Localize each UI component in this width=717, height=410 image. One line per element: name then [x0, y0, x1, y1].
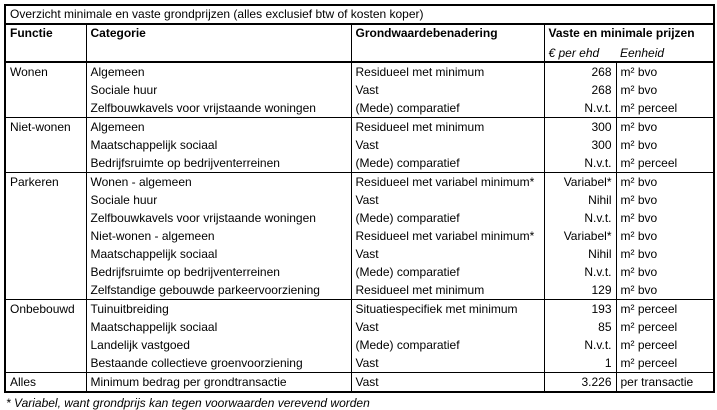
unit-cell: m² perceel: [616, 318, 714, 336]
benadering-cell: Residueel met variabel minimum*: [351, 173, 544, 192]
unit-cell: m² bvo: [616, 245, 714, 263]
unit-cell: m² bvo: [616, 81, 714, 99]
benadering-cell: Vast: [351, 81, 544, 99]
price-cell: 268: [544, 81, 616, 99]
categorie-cell: Niet-wonen - algemeen: [86, 227, 351, 245]
categorie-cell: Maatschappelijk sociaal: [86, 318, 351, 336]
benadering-cell: Residueel met minimum: [351, 118, 544, 137]
price-cell: 300: [544, 136, 616, 154]
benadering-cell: Vast: [351, 245, 544, 263]
table-row: [5, 318, 714, 336]
categorie-cell: Maatschappelijk sociaal: [86, 136, 351, 154]
table-row: [5, 81, 714, 99]
footnote: * Variabel, want grondprijs kan tegen voorwaarden verevend worden: [6, 396, 370, 410]
unit-cell: m² bvo: [616, 263, 714, 281]
categorie-cell: Sociale huur: [86, 81, 351, 99]
price-cell: 268: [544, 62, 616, 81]
functie-cell: Parkeren: [5, 173, 86, 300]
table-row: [5, 373, 714, 393]
benadering-cell: Residueel met minimum: [351, 62, 544, 81]
table-row: [5, 281, 714, 300]
table-header: [5, 5, 714, 62]
table-row: [5, 154, 714, 173]
categorie-cell: Sociale huur: [86, 191, 351, 209]
price-cell: 300: [544, 118, 616, 137]
table-row: [5, 99, 714, 118]
grondprijzen-table: [4, 4, 715, 393]
unit-cell: m² perceel: [616, 99, 714, 118]
table-title-row: [5, 5, 714, 24]
table-row: [5, 336, 714, 354]
price-cell: 193: [544, 300, 616, 319]
categorie-cell: Landelijk vastgoed: [86, 336, 351, 354]
unit-cell: m² bvo: [616, 281, 714, 300]
unit-cell: m² bvo: [616, 209, 714, 227]
price-cell: 85: [544, 318, 616, 336]
table-row: [5, 191, 714, 209]
functie-cell: Wonen: [5, 62, 86, 118]
unit-cell: per transactie: [616, 373, 714, 393]
price-cell: 129: [544, 281, 616, 300]
unit-cell: m² perceel: [616, 300, 714, 319]
table-row: [5, 136, 714, 154]
group-parkeren: [5, 173, 714, 300]
price-cell: N.v.t.: [544, 209, 616, 227]
column-header-functie: Functie: [5, 24, 86, 62]
table-row: [5, 263, 714, 281]
price-cell: Variabel*: [544, 227, 616, 245]
benadering-cell: Vast: [351, 354, 544, 373]
benadering-cell: Residueel met variabel minimum*: [351, 227, 544, 245]
unit-cell: m² bvo: [616, 62, 714, 81]
benadering-cell: Vast: [351, 318, 544, 336]
table-row: [5, 245, 714, 263]
price-cell: 3.226: [544, 373, 616, 393]
price-cell: 1: [544, 354, 616, 373]
table-title: Overzicht minimale en vaste grondprijzen (alles exclusief btw of kosten koper): [5, 5, 714, 24]
categorie-cell: Zelfstandige gebouwde parkeervoorziening: [86, 281, 351, 300]
table-row: [5, 173, 714, 192]
price-cell: Nihil: [544, 191, 616, 209]
categorie-cell: Bestaande collectieve groenvoorziening: [86, 354, 351, 373]
unit-cell: m² perceel: [616, 154, 714, 173]
functie-cell: Alles: [5, 373, 86, 393]
unit-cell: m² bvo: [616, 118, 714, 137]
functie-cell: Onbebouwd: [5, 300, 86, 373]
unit-cell: m² perceel: [616, 336, 714, 354]
group-wonen: [5, 62, 714, 118]
price-cell: N.v.t.: [544, 336, 616, 354]
price-cell: N.v.t.: [544, 99, 616, 118]
categorie-cell: Algemeen: [86, 62, 351, 81]
benadering-cell: Residueel met minimum: [351, 281, 544, 300]
categorie-cell: Wonen - algemeen: [86, 173, 351, 192]
price-cell: Variabel*: [544, 173, 616, 192]
benadering-cell: Vast: [351, 373, 544, 393]
benadering-cell: Vast: [351, 191, 544, 209]
benadering-cell: (Mede) comparatief: [351, 99, 544, 118]
categorie-cell: Zelfbouwkavels voor vrijstaande woningen: [86, 209, 351, 227]
categorie-cell: Bedrijfsruimte op bedrijventerreinen: [86, 263, 351, 281]
benadering-cell: (Mede) comparatief: [351, 263, 544, 281]
benadering-cell: (Mede) comparatief: [351, 154, 544, 173]
price-cell: N.v.t.: [544, 154, 616, 173]
table-row: [5, 227, 714, 245]
benadering-cell: Situatiespecifiek met minimum: [351, 300, 544, 319]
functie-cell: Niet-wonen: [5, 118, 86, 173]
unit-cell: m² bvo: [616, 227, 714, 245]
column-header-categorie: Categorie: [86, 24, 351, 62]
categorie-cell: Maatschappelijk sociaal: [86, 245, 351, 263]
column-header-prijzen: Vaste en minimale prijzen: [544, 24, 714, 44]
header-row: [5, 24, 714, 44]
unit-cell: m² bvo: [616, 136, 714, 154]
group-onbebouwd: [5, 300, 714, 373]
categorie-cell: Algemeen: [86, 118, 351, 137]
price-cell: Nihil: [544, 245, 616, 263]
benadering-cell: (Mede) comparatief: [351, 336, 544, 354]
categorie-cell: Bedrijfsruimte op bedrijventerreinen: [86, 154, 351, 173]
benadering-cell: Vast: [351, 136, 544, 154]
table-row: [5, 354, 714, 373]
categorie-cell: Minimum bedrag per grondtransactie: [86, 373, 351, 393]
categorie-cell: Tuinuitbreiding: [86, 300, 351, 319]
table-row: [5, 300, 714, 319]
table-row: [5, 118, 714, 137]
group-niet-wonen: [5, 118, 714, 173]
categorie-cell: Zelfbouwkavels voor vrijstaande woningen: [86, 99, 351, 118]
table-row: [5, 62, 714, 81]
column-header-grondwaardebenadering: Grondwaardebenadering: [351, 24, 544, 62]
unit-cell: m² bvo: [616, 173, 714, 192]
column-header-eenheid: Eenheid: [616, 44, 714, 62]
unit-cell: m² perceel: [616, 354, 714, 373]
unit-cell: m² bvo: [616, 191, 714, 209]
benadering-cell: (Mede) comparatief: [351, 209, 544, 227]
group-alles: [5, 373, 714, 393]
price-cell: N.v.t.: [544, 263, 616, 281]
column-header-per-ehd: € per ehd: [544, 44, 616, 62]
table-row: [5, 209, 714, 227]
